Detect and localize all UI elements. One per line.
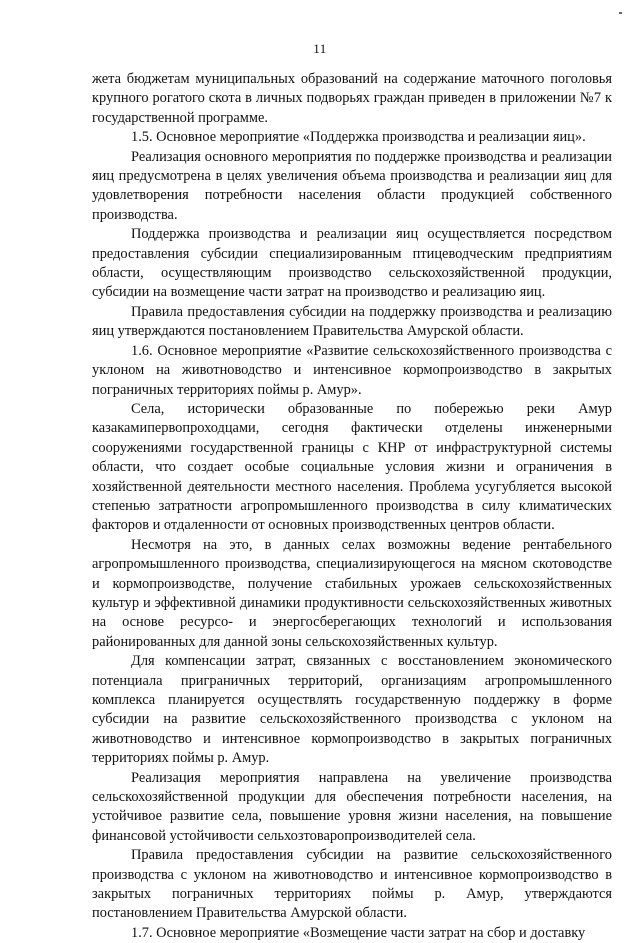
paragraph: Правила предоставления субсидии на развитие сельскохозяйственного производства с уклоном на животноводство и интенсивное кормопроизводство в закрытых пограничных территориях поймы р. Амур, утверждаются постановлением Правительства Амурской области.: [92, 847, 612, 922]
paragraph-continuation: жета бюджетам муниципальных образований на содержание маточного поголовья крупного рогатого скота в личных подворьях граждан приведен в приложении №7 к государственной программе.: [92, 71, 612, 126]
page-number: 11: [313, 41, 327, 56]
paragraph: Села, исторически образованные по побережью реки Амур казакамипервопроходцами, сегодня фактически отделены инженерными сооружениями государственной границы с КНР от инфраструктурной системы области, что создает особые социальные условия жизни и ограничения в хозяйственной деятельности местного населения. Проблема усугубляется высокой степенью затратности агропромышленного производства в силу климатических факторов и отдаленности от основных производственных центров области.: [92, 400, 612, 534]
paragraph: Реализация мероприятия направлена на увеличение производства сельскохозяйственной продукции для обеспечения потребности населения, на устойчивое развитие села, повышение уровня жизни населения, на повышение финансовой устойчивости сельхозтоваропроизводителей села.: [92, 769, 612, 844]
paragraph: Поддержка производства и реализации яиц осуществляется посредством предоставления субсидии специализированным птицеводческим предприятиям области, осуществляющим производство сельскохозяйственной продукции, субсидии на возмещение части затрат на производство и реализацию яиц.: [92, 226, 612, 301]
paragraph: Для компенсации затрат, связанных с восстановлением экономического потенциала приграничных территорий, организациям агропромышленного комплекса планируется осуществлять государственную поддержку в форме субсидии на развитие сельскохозяйственного производства с уклоном на животноводство и интенсивное кормопроизводство в закрытых пограничных территориях поймы р. Амур.: [92, 653, 612, 767]
scan-speck: [619, 12, 622, 14]
document-body: [92, 70, 612, 943]
paragraph: Реализация основного мероприятия по поддержке производства и реализации яиц предусмотрена в целях увеличения объема производства и реализации яиц для удовлетворения потребности населения области продукцией собственного производства.: [92, 148, 612, 223]
section-heading-1-5: 1.5. Основное мероприятие «Поддержка производства и реализации яиц».: [131, 129, 586, 146]
paragraph: Правила предоставления субсидии на поддержку производства и реализацию яиц утверждаются постановлением Правительства Амурской области.: [92, 303, 612, 340]
section-heading-1-6: 1.6. Основное мероприятие «Развитие сельскохозяйственного производства с уклоном на животноводство и интенсивное кормопроизводство в закрытых пограничных территориях поймы р. Амур».: [92, 342, 612, 398]
paragraph: Несмотря на это, в данных селах возможны ведение рентабельного агропромышленного производства, специализирующегося на мясном скотоводстве и кормопроизводстве, получение стабильных урожаев сельскохозяйственных культур и эффективной динамики продуктивности сельскохозяйственных животных на основе ресурсо- и энергосберегающих технологий и использования районированных для данной зоны сельскохозяйственных культур.: [92, 536, 612, 650]
section-heading-1-7: 1.7. Основное мероприятие «Возмещение части затрат на сбор и доставку: [131, 924, 586, 941]
